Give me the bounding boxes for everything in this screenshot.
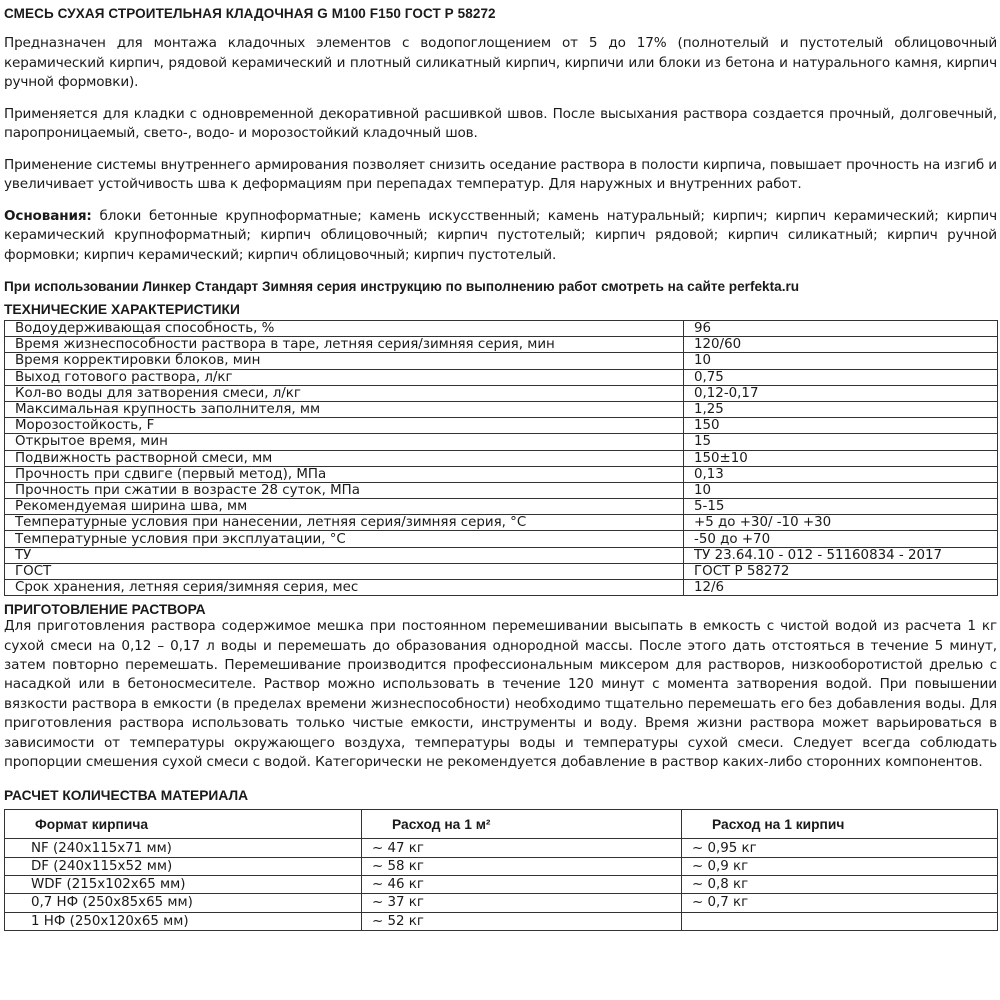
spec-value: 1,25 — [684, 401, 998, 417]
spec-value: -50 до +70 — [684, 531, 998, 547]
spec-name: Открытое время, мин — [5, 434, 684, 450]
spec-name: Подвижность растворной смеси, мм — [5, 450, 684, 466]
preparation-text: Для приготовления раствора содержимое мешка при постоянном перемешивании высыпать в емкость с чистой водой из расчета 1 кг сухой смеси на 0,12 – 0,17 л воды и перемешать до образования однородной массы. После этого дать отстояться в течение 5 минут, затем повторно перемешать. Перемешивание производится профессиональным миксером для растворов, низкооборотистой дрелью с насадкой или в бетоносмесителе. Раствор можно использовать в течение 120 минут с момента затворения водой. При повышении вязкости раствора в емкости (в пределах времени жизнеспособности) необходимо тщательно перемешать его без добавления воды. Для приготовления раствора использовать только чистые емкости, инструменты и воду. Время жизни раствора может варьироваться в зависимости от температуры окружающего воздуха, температуры воды и температуры сухой смеси. Следует всегда соблюдать пропорции смешения сухой смеси с водой. Категорически не рекомендуется добавление в раствор каких-либо сторонних компонентов. — [4, 618, 997, 771]
spec-value: 5-15 — [684, 499, 998, 515]
calc-per-brick — [682, 912, 998, 930]
calc-header-per-m2: Расход на 1 м² — [362, 810, 682, 839]
spec-value: 10 — [684, 482, 998, 498]
spec-name: Кол-во воды для затворения смеси, л/кг — [5, 385, 684, 401]
paragraph-purpose: Предназначен для монтажа кладочных элементов с водопоглощением от 5 до 17% (полнотелый и пустотелый облицовочный керамический кирпич, рядовой керамический и плотный силикатный кирпич, кирпичи или блоки из бетона и натурального камня, кирпич ручной формовки). — [4, 35, 997, 90]
paragraph-application: Применяется для кладки с одновременной декоративной расшивкой швов. После высыхания раствора создается прочный, долговечный, паропроницаемый, свето-, водо- и морозостойкий кладочный шов. — [4, 105, 997, 141]
calc-row — [5, 839, 998, 857]
calc-row — [5, 912, 998, 930]
spec-row — [5, 547, 998, 563]
calc-per-m2: ~ 47 кг — [362, 839, 682, 857]
calc-header-format: Формат кирпича — [5, 810, 362, 839]
spec-row — [5, 385, 998, 401]
spec-value: 150 — [684, 418, 998, 434]
spec-name: Морозостойкость, F — [5, 418, 684, 434]
spec-row — [5, 450, 998, 466]
spec-name: Выход готового раствора, л/кг — [5, 369, 684, 385]
spec-row — [5, 466, 998, 482]
spec-row — [5, 337, 998, 353]
calc-per-m2: ~ 58 кг — [362, 857, 682, 875]
spec-row — [5, 482, 998, 498]
spec-row — [5, 580, 998, 596]
spec-name: Срок хранения, летняя серия/зимняя серия, мес — [5, 580, 684, 596]
spec-value: 96 — [684, 321, 998, 337]
spec-value: ГОСТ Р 58272 — [684, 563, 998, 579]
spec-name: Прочность при сдвиге (первый метод), МПа — [5, 466, 684, 482]
calc-per-brick: ~ 0,8 кг — [682, 876, 998, 894]
calc-format: DF (240x115x52 мм) — [5, 857, 362, 875]
calc-format: WDF (215x102x65 мм) — [5, 876, 362, 894]
calc-per-m2: ~ 46 кг — [362, 876, 682, 894]
document-title: СМЕСЬ СУХАЯ СТРОИТЕЛЬНАЯ КЛАДОЧНАЯ G М100 F150 ГОСТ Р 58272 — [4, 6, 496, 21]
spec-name: Максимальная крупность заполнителя, мм — [5, 401, 684, 417]
calc-header-row — [5, 810, 998, 839]
spec-row — [5, 515, 998, 531]
spec-value: 12/6 — [684, 580, 998, 596]
spec-value: 0,12-0,17 — [684, 385, 998, 401]
spec-name: Водоудерживающая способность, % — [5, 321, 684, 337]
calc-per-m2: ~ 37 кг — [362, 894, 682, 912]
calc-per-brick: ~ 0,7 кг — [682, 894, 998, 912]
calc-format: 0,7 НФ (250x85x65 мм) — [5, 894, 362, 912]
spec-value: 0,75 — [684, 369, 998, 385]
spec-name: ТУ — [5, 547, 684, 563]
spec-name: Время корректировки блоков, мин — [5, 353, 684, 369]
spec-row — [5, 434, 998, 450]
spec-row — [5, 321, 998, 337]
paragraph-substrates — [4, 207, 997, 266]
spec-row — [5, 531, 998, 547]
spec-name: Рекомендуемая ширина шва, мм — [5, 499, 684, 515]
spec-value: 15 — [684, 434, 998, 450]
substrates-label: Основания: — [4, 207, 92, 224]
spec-name: Время жизнеспособности раствора в таре, летняя серия/зимняя серия, мин — [5, 337, 684, 353]
calc-row — [5, 876, 998, 894]
calc-per-brick: ~ 0,95 кг — [682, 839, 998, 857]
tech-specs-heading: ТЕХНИЧЕСКИЕ ХАРАКТЕРИСТИКИ — [4, 302, 240, 317]
spec-row — [5, 401, 998, 417]
material-calc-table — [4, 809, 998, 930]
spec-row — [5, 353, 998, 369]
calc-format: 1 НФ (250x120x65 мм) — [5, 912, 362, 930]
substrates-text: блоки бетонные крупноформатные; камень искусственный; камень натуральный; кирпич; кирпич керамический; кирпич керамический крупноформатный; кирпич облицовочный; кирпич пустотелый; кирпич рядовой; кирпич силикатный; кирпич ручной формовки; кирпич керамический; кирпич облицовочный; кирпич пустотелый. — [4, 207, 997, 263]
bottom-fade — [0, 930, 1000, 1000]
spec-name: Температурные условия при нанесении, летняя серия/зимняя серия, °С — [5, 515, 684, 531]
spec-name: Температурные условия при эксплуатации, °С — [5, 531, 684, 547]
calc-format: NF (240x115x71 мм) — [5, 839, 362, 857]
calc-row — [5, 894, 998, 912]
spec-value: ТУ 23.64.10 - 012 - 51160834 - 2017 — [684, 547, 998, 563]
spec-row — [5, 369, 998, 385]
spec-value: 10 — [684, 353, 998, 369]
spec-row — [5, 563, 998, 579]
spec-value: 150±10 — [684, 450, 998, 466]
paragraph-reinforcement: Применение системы внутреннего армирования позволяет снизить оседание раствора в полости кирпича, повышает прочность на изгиб и увеличивает устойчивость шва к деформациям при перепадах температур. Для наружных и внутренних работ. — [4, 156, 997, 192]
tech-specs-table — [4, 320, 998, 596]
spec-row — [5, 418, 998, 434]
calc-header-per-brick: Расход на 1 кирпич — [682, 810, 998, 839]
spec-value: +5 до +30/ -10 +30 — [684, 515, 998, 531]
material-calc-heading: РАСЧЕТ КОЛИЧЕСТВА МАТЕРИАЛА — [4, 788, 249, 804]
winter-series-note: При использовании Линкер Стандарт Зимняя серия инструкцию по выполнению работ смотреть на сайте perfekta.ru — [4, 279, 800, 294]
document-page — [4, 0, 997, 931]
spec-name: ГОСТ — [5, 563, 684, 579]
spec-name: Прочность при сжатии в возрасте 28 суток, МПа — [5, 482, 684, 498]
spec-value: 0,13 — [684, 466, 998, 482]
preparation-heading: ПРИГОТОВЛЕНИЕ РАСТВОРА — [4, 602, 206, 618]
spec-row — [5, 499, 998, 515]
calc-row — [5, 857, 998, 875]
spec-value: 120/60 — [684, 337, 998, 353]
calc-per-brick: ~ 0,9 кг — [682, 857, 998, 875]
calc-per-m2: ~ 52 кг — [362, 912, 682, 930]
